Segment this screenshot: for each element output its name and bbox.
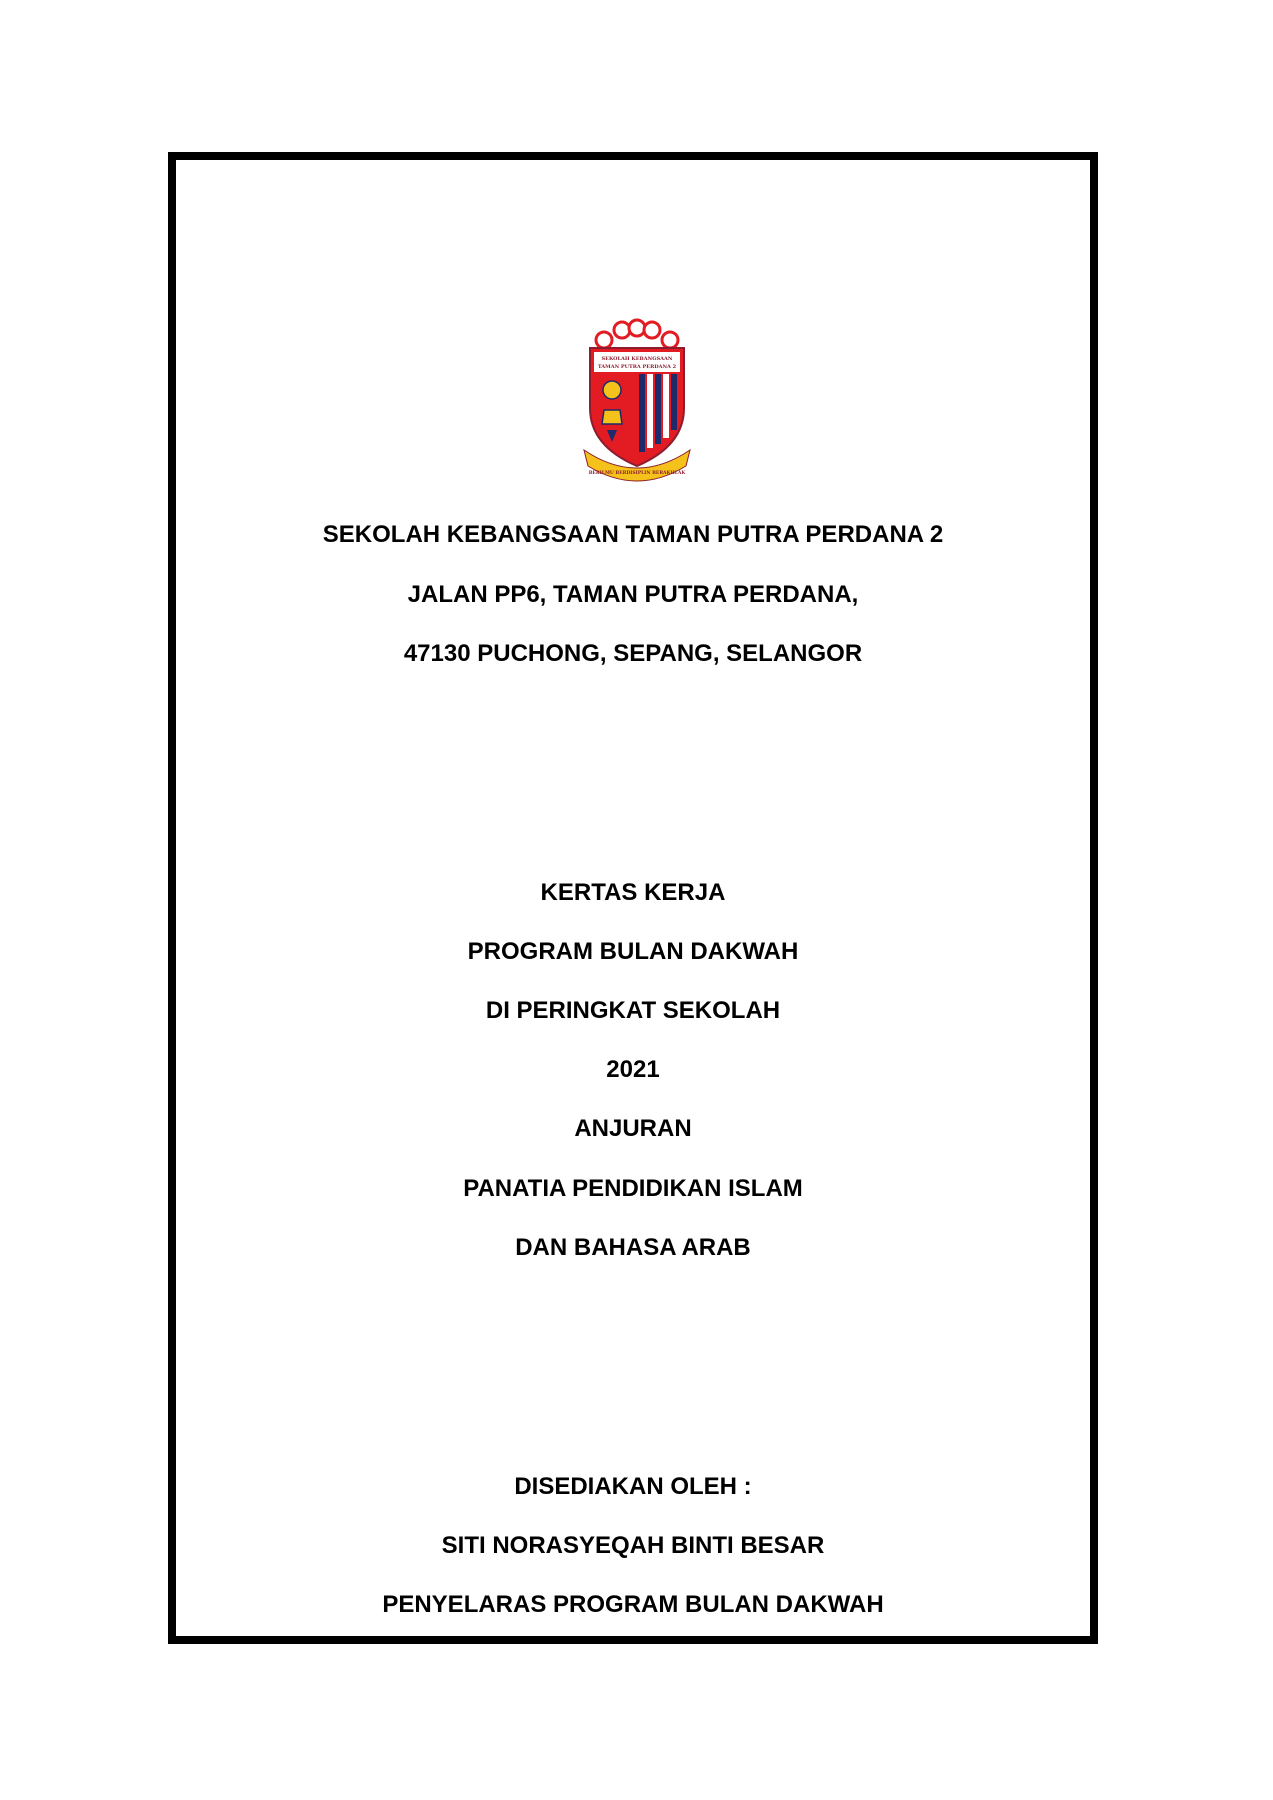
doc-title-program: PROGRAM BULAN DAKWAH (467, 938, 799, 965)
school-address-line2: 47130 PUCHONG, SEPANG, SELANGOR (403, 640, 863, 667)
doc-anjuran: ANJURAN (574, 1115, 692, 1142)
doc-panatia: PANATIA PENDIDIKAN ISLAM (463, 1175, 803, 1202)
school-crest-logo (582, 318, 692, 488)
school-name: SEKOLAH KEBANGSAAN TAMAN PUTRA PERDANA 2 (322, 521, 944, 548)
svg-text:BERILMU BERDISIPLIN BERAKHLAK: BERILMU BERDISIPLIN BERAKHLAK (588, 471, 686, 476)
doc-title-peringkat: DI PERINGKAT SEKOLAH (485, 997, 781, 1024)
svg-text:TAMAN PUTRA PERDANA 2: TAMAN PUTRA PERDANA 2 (597, 364, 677, 370)
prepared-by-label: DISEDIAKAN OLEH : (514, 1473, 752, 1500)
doc-title-kertas-kerja: KERTAS KERJA (540, 879, 726, 906)
school-address-line1: JALAN PP6, TAMAN PUTRA PERDANA, (407, 581, 859, 608)
doc-year: 2021 (606, 1056, 660, 1083)
crest-crown (596, 320, 678, 348)
prepared-by-name: SITI NORASYEQAH BINTI BESAR (441, 1532, 825, 1559)
prepared-by-role: PENYELARAS PROGRAM BULAN DAKWAH (382, 1591, 884, 1618)
doc-bahasa-arab: DAN BAHASA ARAB (515, 1234, 751, 1261)
svg-text:SEKOLAH KEBANGSAAN: SEKOLAH KEBANGSAAN (601, 356, 673, 362)
